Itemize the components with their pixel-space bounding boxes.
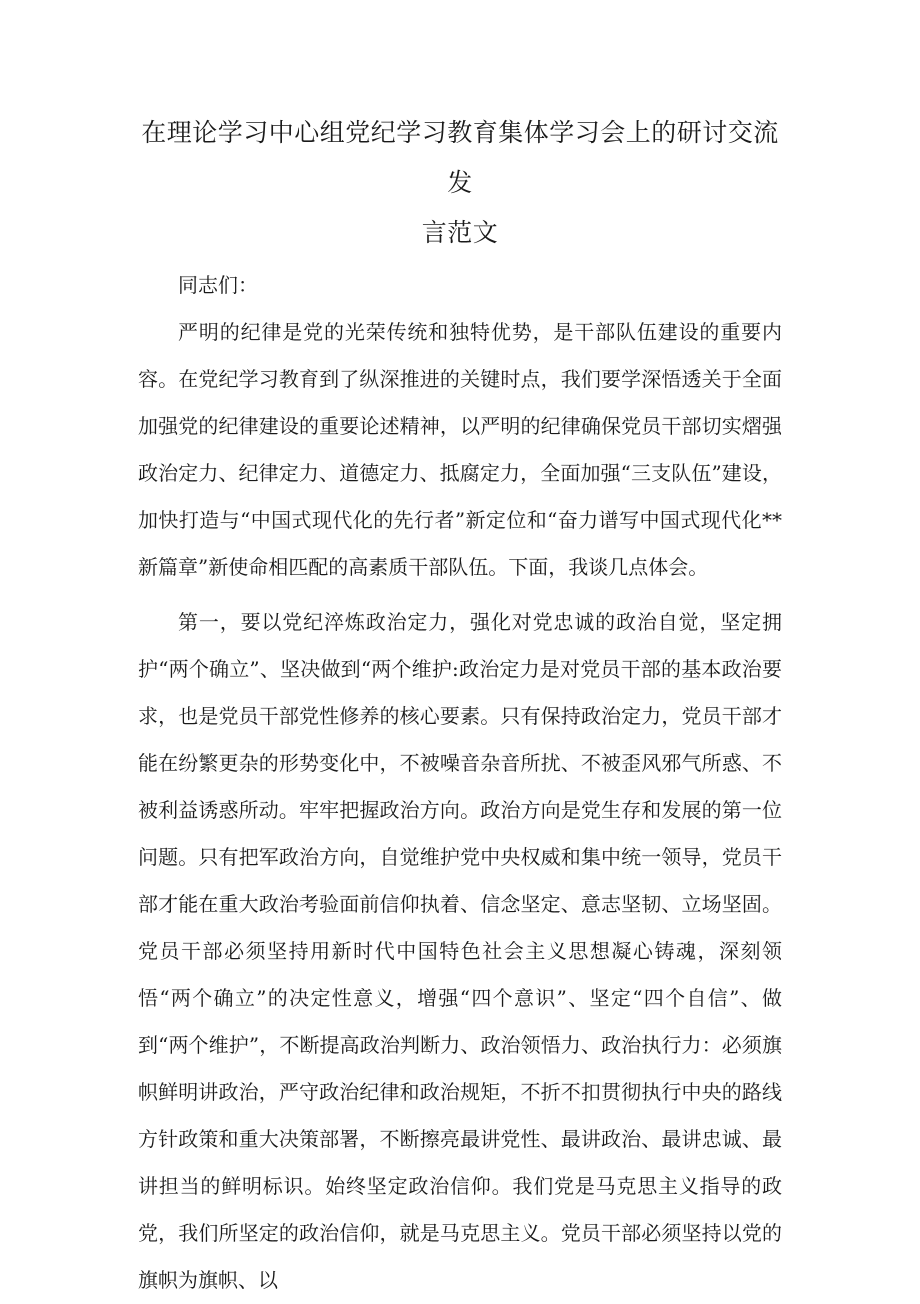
title-line-1: 在理论学习中心组党纪学习教育集体学习会上的研讨交流发 — [141, 118, 779, 197]
title-line-2: 言范文 — [421, 218, 499, 247]
paragraph-first-point: 第一，要以党纪淬炼政治定力，强化对党忠诚的政治自觉，坚定拥护“两个确立”、坚决做到“两个维护:政治定力是对党员干部的基本政治要求，也是党员干部党性修养的核心要素。只有保持政治定力，党员干部才能在纷繁更杂的形势变化中，不被噪音杂音所扰、不被歪风邪气所惑、不被利益诱惑所动。牢牢把握政治方向。政治方向是党生存和发展的第一位问题。只有把军政治方向，自觉维护党中央权威和集中统一领导，党员干部才能在重大政治考验面前信仰执着、信念坚定、意志坚韧、立场坚固。党员干部必须坚持用新时代中国特色社会主义思想凝心铸魂，深刻领悟“两个确立”的决定性意义，增强“四个意识”、坚定“四个自信”、做到“两个维护”，不断提高政治判断力、政治领悟力、政治执行力：必须旗帜鲜明讲政治，严守政治纪律和政治规矩，不折不扣贯彻执行中央的路线方针政策和重大决策部署，不断擦亮最讲党性、最讲政治、最讲忠诚、最讲担当的鲜明标识。始终坚定政治信仰。我们党是马克思主义指导的政党，我们所坚定的政治信仰，就是马克思主义。党员干部必须坚持以党的旗帜为旗帜、以 — [138, 610, 782, 1292]
document-title — [138, 108, 782, 258]
paragraph-intro: 严明的纪律是党的光荣传统和独特优势，是干部队伍建设的重要内容。在党纪学习教育到了纵深推进的关键时点，我们要学深悟透关于全面加强党的纪律建设的重要论述精神，以严明的纪律确保党员干部切实熠强政治定力、纪律定力、道德定力、抵腐定力，全面加强“三支队伍”建设，加快打造与“中国式现代化的先行者”新定位和“奋力谱写中国式现代化**新篇章”新使命相匹配的高素质干部队伍。下面，我谈几点体会。 — [138, 320, 782, 579]
salutation: 同志们： — [178, 273, 258, 297]
